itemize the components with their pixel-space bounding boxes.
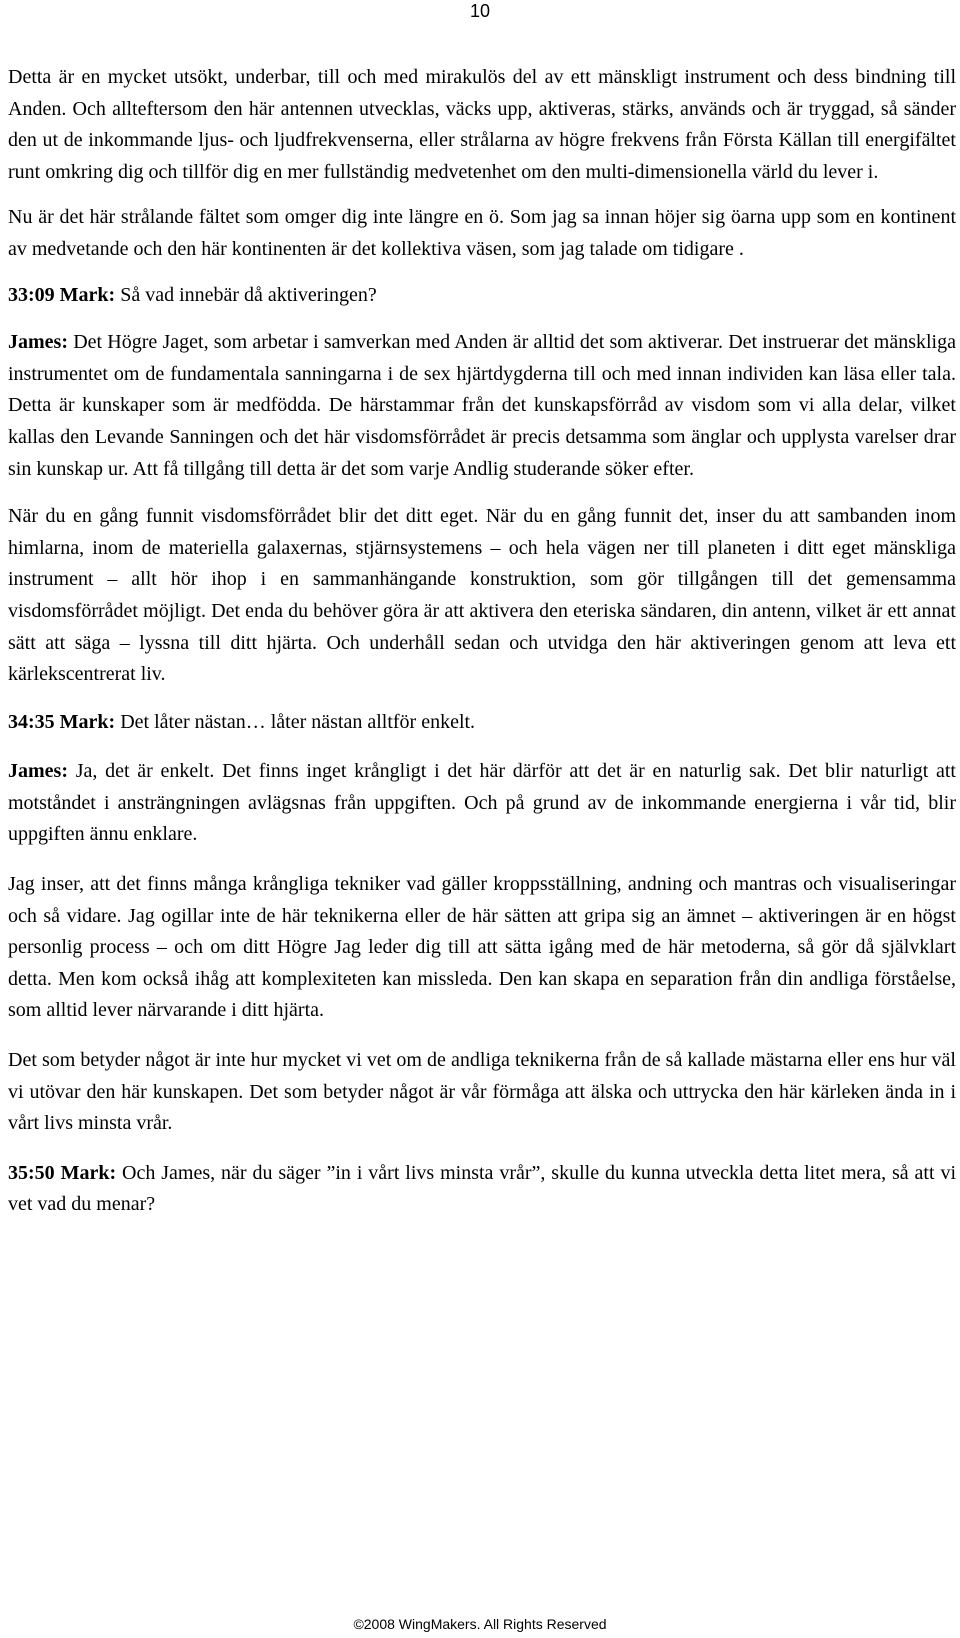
- paragraph-2: [8, 202, 956, 265]
- speaker-label: James:: [8, 331, 68, 354]
- paragraph-1: [8, 62, 956, 188]
- page-number: 10: [469, 1, 491, 21]
- paragraph-text: Och James, när du säger ”in i vårt livs minsta vrår”, skulle du kunna utveckla detta litet mera, så att vi vet vad du menar?: [8, 1161, 956, 1216]
- paragraph-text: Nu är det här strålande fältet som omger dig inte längre en ö. Som jag sa innan höjer sig öarna upp som en kontinent av medvetande och den här kontinenten är det kollektiva väsen, som jag talade om tidigare .: [8, 206, 956, 260]
- paragraph-8: [8, 869, 956, 1027]
- paragraph-text: När du en gång funnit visdomsförrådet blir det ditt eget. När du en gång funnit det, inser du att sambanden inom himlarna, inom de materiella galaxernas, stjärnsystemens – och hela vägen ner till planeten i ditt eget mänskliga instrument – allt hör ihop i en sammanhängande konstruktion, som gör tillgången till det gemensamma visdomsförrådet möjligt. Det enda du behöver göra är att aktivera den eteriska sändaren, din antenn, vilket är ett annat sätt att säga – lyssna till ditt hjärta. Och underhåll sedan och utvidga den här aktiveringen genom att leva ett kärlekscentrerat liv.: [8, 505, 956, 686]
- paragraph-6: [8, 707, 956, 739]
- paragraph-10: [8, 1158, 956, 1221]
- paragraph-text: Detta är en mycket utsökt, underbar, till och med mirakulös del av ett mänskligt instrument och dess bindning till Anden. Och allteftersom den här antennen utvecklas, väcks upp, aktiveras, stärks, används och är tryggad, så sänder den ut de inkommande ljus- och ljudfrekvenserna, eller strålarna av högre frekvens från Första Källan till energifältet runt omkring dig och tillför dig en mer fullständig medvetenhet om den multi-dimensionella värld du lever i.: [8, 66, 956, 183]
- paragraph-text: Ja, det är enkelt. Det finns inget krångligt i det här därför att det är en naturlig sak. Det blir naturligt att motståndet i ansträngningen avlägsnas från uppgiften. Och på grund av de inkommande energierna i vår tid, blir uppgiften ännu enklare.: [8, 760, 956, 846]
- paragraph-3: [8, 280, 956, 312]
- copyright-footer: ©2008 WingMakers. All Rights Reserved: [353, 1616, 607, 1632]
- paragraph-text: Jag inser, att det finns många krångliga tekniker vad gäller kroppsställning, andning och mantras och visualiseringar och så vidare. Jag ogillar inte de här teknikerna eller de här sätten att gripa sig an ämnet – aktiveringen är en högst personlig process – och om ditt Högre Jag leder dig till att sätta igång med de här metoderna, så gör då självklart detta. Men kom också ihåg att komplexiteten kan missleda. Den kan skapa en separation från din andliga förståelse, som alltid lever närvarande i ditt hjärta.: [8, 873, 956, 1022]
- speaker-label: 35:50 Mark:: [8, 1161, 117, 1184]
- paragraph-text: Det Högre Jaget, som arbetar i samverkan med Anden är alltid det som aktiverar. Det instruerar det mänskliga instrumentet om de fundamentala sanningarna i de sex hjärtdygderna till och med innan individen kan läsa eller tala. Detta är kunskaper som är medfödda. De härstammar från det kunskapsförråd av visdom som vi alla delar, vilket kallas den Levande Sanningen och det här visdomsförrådet är precis detsamma som änglar och upplysta varelser drar sin kunskap ur. Att få tillgång till detta är det som varje Andlig studerande söker efter.: [8, 331, 956, 480]
- paragraph-7: [8, 756, 956, 851]
- document-body: [8, 62, 956, 1239]
- paragraph-text: Så vad innebär då aktiveringen?: [115, 283, 377, 306]
- paragraph-text: Det låter nästan… låter nästan alltför enkelt.: [115, 710, 476, 733]
- speaker-label: James:: [8, 760, 68, 783]
- paragraph-9: [8, 1045, 956, 1140]
- paragraph-4: [8, 327, 956, 485]
- speaker-label: 34:35 Mark:: [8, 710, 116, 733]
- paragraph-text: Det som betyder något är inte hur mycket vi vet om de andliga teknikerna från de så kallade mästarna eller ens hur väl vi utövar den här kunskapen. Det som betyder något är vår förmåga att älska och uttrycka den här kärleken ända in i vårt livs minsta vrår.: [8, 1049, 956, 1135]
- speaker-label: 33:09 Mark:: [8, 283, 116, 306]
- paragraph-5: [8, 501, 956, 691]
